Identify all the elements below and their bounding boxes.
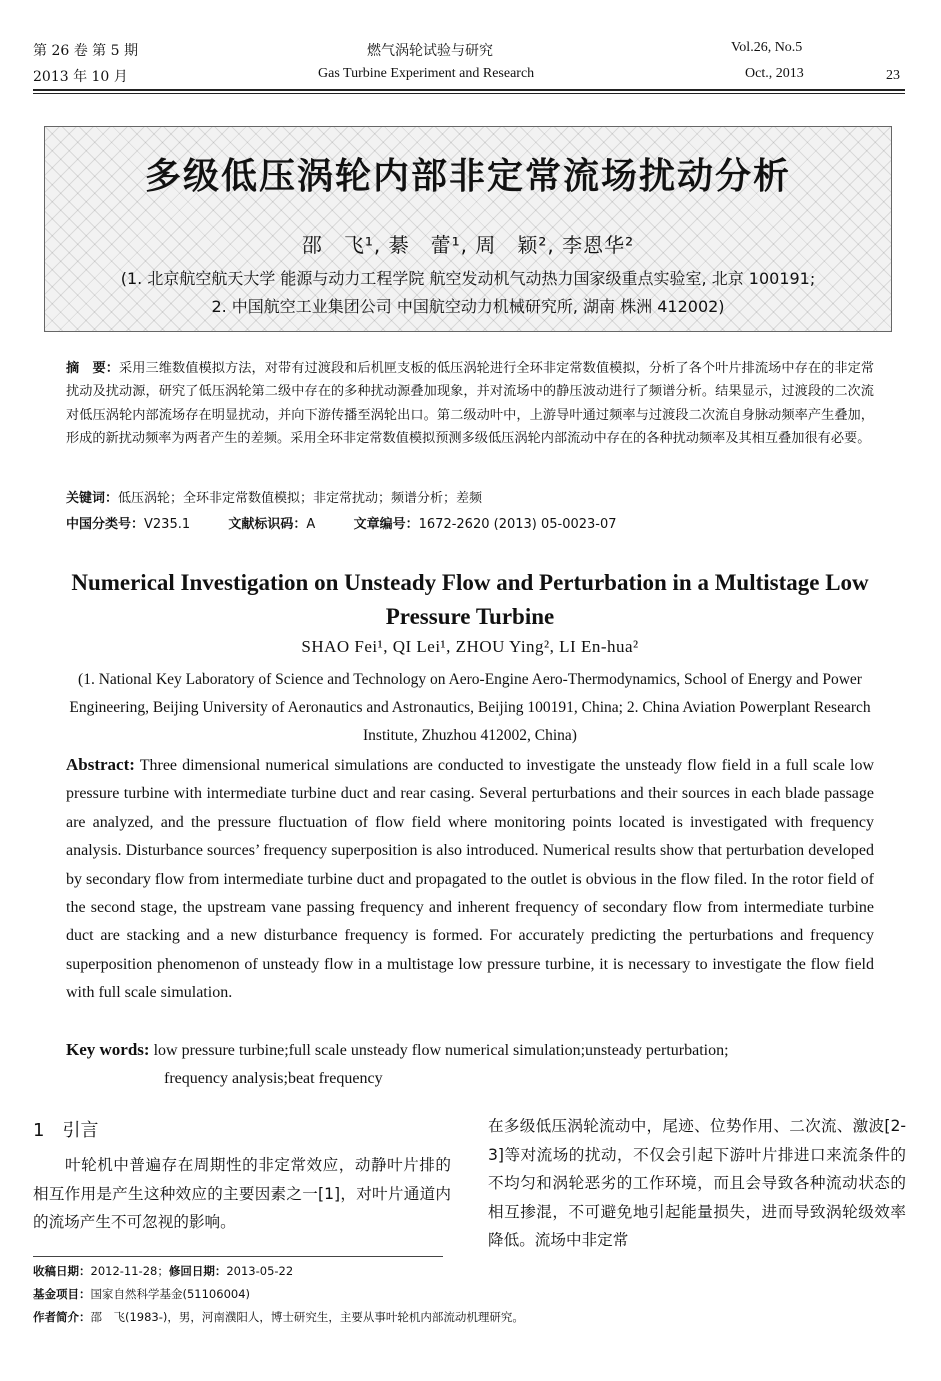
revised-label: 修回日期： bbox=[168, 1264, 227, 1278]
revised-date: 2013-05-22 bbox=[226, 1264, 294, 1278]
classification-row bbox=[66, 513, 617, 532]
footnote-fund bbox=[33, 1286, 250, 1302]
section-1-right-column: 在多级低压涡轮流动中，尾迹、位势作用、二次流、激波[2-3]等对流场的扰动，不仅会引起下游叶片排进口来流条件的不均匀和涡轮恶劣的工作环境，而且会导致各种流动状态的相互掺混，不可避免地引起能量损失，进而导致涡轮级效率降低。流场中非定常 bbox=[488, 1117, 906, 1250]
keywords-en-label: Key words: bbox=[66, 1040, 150, 1059]
clc-label: 中国分类号： bbox=[66, 517, 145, 532]
abstract-en-text: Three dimensional numerical simulations are conducted to investigate the unsteady flow field in a full scale low pressure turbine with intermediate turbine duct and rear casing. Several perturbations and their sources in each blade passage are analyzed, and the pressure fluctuation of flow field where monitoring points located is investigated with frequency analysis. Disturbance sources’ frequency superposition is also introduced. Numerical results show that perturbation developed by secondary flow from intermediate turbine duct and propagated to the outlet is obvious in the flow filed. In the rotor field of the second stage, the upstream vane passing frequency and inherent frequency of secondary flow from intermediate turbine duct are stacking and a new disturbance frequency is formed. For accurately predicting the perturbations and frequency superposition phenomenon of unsteady flow in a multistage low pressure turbine, it is necessary to investigate the flow field with full scale simulation. bbox=[66, 757, 874, 1002]
article-number-value: 1672-2620 (2013) 05-0023-07 bbox=[418, 517, 617, 532]
header-volume-en: Vol.26, No.5 bbox=[731, 40, 803, 55]
affiliation-en: (1. National Key Laboratory of Science and Technology on Aero-Engine Aero-Thermodynamics, School of Energy and Power Engineering, Beijing University of Aeronautics and Astronautics, Beijing 100191, China; 2. China Aviation Powerplant Research Institute, Zhuzhou 412002, China) bbox=[69, 671, 871, 744]
authors-en: SHAO Fei¹, QI Lei¹, ZHOU Ying², LI En-hua² bbox=[301, 637, 639, 656]
clc-value: V235.1 bbox=[144, 517, 191, 532]
header-date-en: Oct., 2013 bbox=[745, 66, 804, 81]
header-journal-cn: 燃气涡轮试验与研究 bbox=[367, 43, 493, 59]
doc-code-label: 文献标识码： bbox=[228, 517, 307, 532]
abstract-cn-text: 采用三维数值模拟方法，对带有过渡段和后机匣支板的低压涡轮进行全环非定常数值模拟，分析了各个叶片排流场中存在的非定常扰动及扰动源，研究了低压涡轮第二级中存在的多种扰动源叠加现象，并对流场中的静压波动进行了频谱分析。结果显示，过渡段的二次流对低压涡轮内部流场存在明显扰动，并向下游传播至涡轮出口。第二级动叶中，上游导叶通过频率与过渡段二次流自身脉动频率产生叠加，形成的新扰动频率为两者产生的差频。采用全环非定常数值模拟预测多级低压涡轮内部流动中存在的各种扰动频率及其相互叠加很有必要。 bbox=[66, 361, 875, 447]
abstract-cn bbox=[66, 357, 874, 451]
received-date: 2012-11-28； bbox=[90, 1264, 169, 1278]
keywords-cn-label: 关键词： bbox=[66, 491, 119, 506]
keywords-en-line2: frequency analysis;beat frequency bbox=[164, 1070, 383, 1088]
header-rule-thin bbox=[33, 93, 905, 94]
section-1-left-column: 叶轮机中普遍存在周期性的非定常效应，动静叶片排的相互作用是产生这种效应的主要因素之一[1]，对叶片通道内的流场产生不可忽视的影响。 bbox=[33, 1156, 451, 1232]
keywords-cn-text: 低压涡轮；全环非定常数值模拟；非定常扰动；频谱分析；差频 bbox=[118, 491, 483, 506]
footnote-author bbox=[33, 1309, 524, 1325]
affiliation-cn-line2: 2. 中国航空工业集团公司 中国航空动力机械研究所, 湖南 株洲 412002) bbox=[211, 297, 725, 316]
header-rule-thick bbox=[33, 89, 905, 91]
affiliation-cn-line1: (1. 北京航空航天大学 能源与动力工程学院 航空发动机气动热力国家级重点实验室, 北京 100191; bbox=[120, 269, 816, 288]
footnote-rule bbox=[33, 1256, 443, 1257]
paper-title-en: Numerical Investigation on Unsteady Flow and Perturbation in a Multistage Low Pressure Turbine bbox=[71, 570, 869, 629]
abstract-en-label: Abstract: bbox=[66, 755, 135, 774]
paper-title-cn: 多级低压涡轮内部非定常流场扰动分析 bbox=[144, 156, 791, 197]
header-date-cn: 2013 年 10 月 bbox=[33, 69, 128, 85]
header-volume-cn: 第 26 卷 第 5 期 bbox=[33, 43, 138, 59]
fund-text: 国家自然科学基金(51106004) bbox=[90, 1287, 251, 1301]
authors-cn: 邵 飞¹, 綦 蕾¹, 周 颖², 李恩华² bbox=[301, 233, 635, 257]
keywords-en-line1: low pressure turbine;full scale unsteady flow numerical simulation;unsteady perturbation; bbox=[153, 1042, 729, 1059]
author-bio-text: 邵 飞(1983-)，男，河南濮阳人，博士研究生，主要从事叶轮机内部流动机理研究。 bbox=[90, 1310, 524, 1324]
article-number-label: 文章编号： bbox=[353, 517, 419, 532]
abstract-cn-label: 摘 要： bbox=[66, 361, 119, 376]
footnote-dates bbox=[33, 1263, 293, 1279]
keywords-cn bbox=[66, 487, 482, 506]
abstract-en bbox=[66, 751, 874, 1008]
section-1-heading: 1 引言 bbox=[33, 1120, 99, 1141]
received-label: 收稿日期： bbox=[33, 1264, 91, 1278]
header-journal-en: Gas Turbine Experiment and Research bbox=[318, 66, 535, 81]
fund-label: 基金项目： bbox=[33, 1287, 91, 1301]
author-bio-label: 作者简介： bbox=[33, 1310, 91, 1324]
keywords-en bbox=[66, 1036, 874, 1094]
doc-code-value: A bbox=[306, 517, 316, 532]
page-number: 23 bbox=[886, 68, 900, 83]
